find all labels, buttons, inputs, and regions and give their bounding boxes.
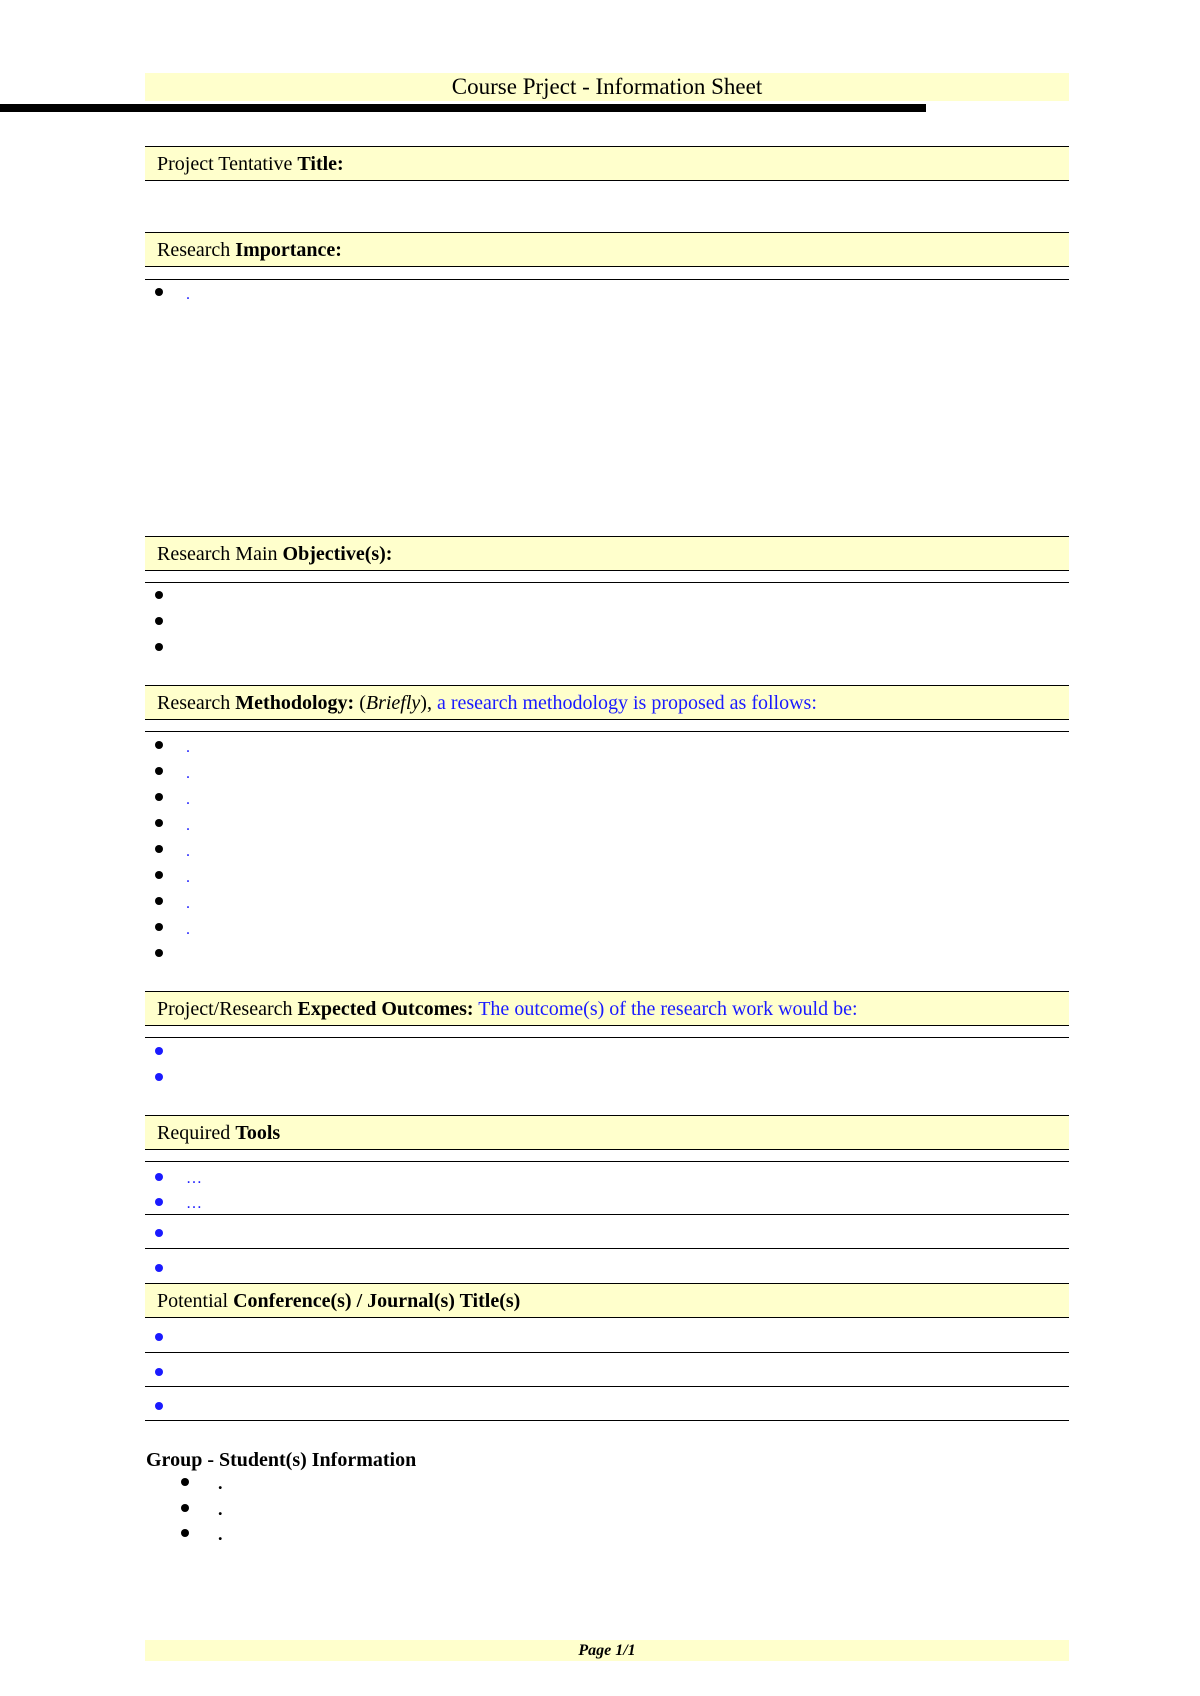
methodology-paren-close: ),: [420, 692, 432, 714]
section-importance-bold: Importance:: [235, 239, 342, 261]
group-item: .: [218, 1499, 223, 1519]
section-methodology-header: [145, 685, 1069, 720]
bullet-icon: [155, 1402, 163, 1410]
importance-item: .: [186, 286, 190, 303]
methodology-item: .: [186, 843, 190, 860]
methodology-item: .: [186, 921, 190, 938]
section-outcomes-label: Project/Research: [157, 998, 298, 1020]
bullet-icon: [155, 1073, 163, 1081]
methodology-item: .: [186, 895, 190, 912]
divider: [145, 1248, 1069, 1249]
tools-item: …: [186, 1195, 202, 1212]
section-objectives-header: [145, 536, 1069, 571]
section-venues-bold: Conference(s) / Journal(s) Title(s): [233, 1290, 521, 1312]
bullet-icon: [155, 617, 163, 625]
section-methodology-bold: Methodology:: [235, 692, 355, 714]
methodology-item: .: [186, 791, 190, 808]
section-tools-bold: Tools: [235, 1122, 281, 1144]
section-importance-header: [145, 232, 1069, 267]
section-outcomes-header: [145, 991, 1069, 1026]
methodology-intro: a research methodology is proposed as follows:: [436, 692, 817, 714]
group-title: Group - Student(s) Information: [146, 1449, 417, 1471]
bullet-icon: [155, 1173, 163, 1181]
page-number: Page 1/1: [145, 1640, 1069, 1661]
bullet-icon: [155, 741, 163, 749]
bullet-icon: [155, 949, 163, 957]
methodology-item: .: [186, 739, 190, 756]
title-underline: [0, 104, 926, 112]
section-tools-header: [145, 1115, 1069, 1150]
bullet-icon: [181, 1504, 189, 1512]
divider: [145, 582, 1069, 583]
section-objectives-bold: Objective(s):: [282, 543, 393, 565]
section-importance-label: Research: [157, 239, 236, 261]
bullet-icon: [155, 767, 163, 775]
bullet-icon: [155, 819, 163, 827]
section-objectives-label: Research Main: [157, 543, 283, 565]
bullet-icon: [155, 1368, 163, 1376]
bullet-icon: [155, 1047, 163, 1055]
section-title-bold: Title:: [297, 153, 344, 175]
divider: [145, 1420, 1069, 1421]
outcomes-intro: The outcome(s) of the research work would be:: [478, 998, 858, 1020]
divider: [145, 731, 1069, 732]
section-outcomes-bold: Expected Outcomes:: [297, 998, 474, 1020]
methodology-item: .: [186, 765, 190, 782]
bullet-icon: [155, 897, 163, 905]
divider: [145, 1037, 1069, 1038]
tools-item: …: [186, 1170, 202, 1187]
group-item: .: [218, 1524, 223, 1544]
methodology-item: .: [186, 817, 190, 834]
bullet-icon: [155, 643, 163, 651]
bullet-icon: [155, 1198, 163, 1206]
methodology-paren-open: (: [359, 692, 366, 714]
bullet-icon: [155, 1229, 163, 1237]
bullet-icon: [181, 1478, 189, 1486]
section-methodology-label: Research: [157, 692, 236, 714]
section-tools-label: Required: [157, 1122, 236, 1144]
section-venues-header: [145, 1283, 1069, 1318]
divider: [145, 1161, 1069, 1162]
bullet-icon: [155, 591, 163, 599]
methodology-item: .: [186, 869, 190, 886]
section-title-label: Project Tentative: [157, 153, 298, 175]
bullet-icon: [155, 871, 163, 879]
bullet-icon: [155, 845, 163, 853]
divider: [145, 1214, 1069, 1215]
bullet-icon: [155, 1333, 163, 1341]
divider: [145, 1386, 1069, 1387]
bullet-icon: [181, 1529, 189, 1537]
divider: [145, 1352, 1069, 1353]
document-title: Course Prject - Information Sheet: [145, 73, 1069, 101]
group-item: .: [218, 1473, 223, 1493]
section-venues-label: Potential: [157, 1290, 234, 1312]
section-title-header: [145, 146, 1069, 181]
bullet-icon: [155, 288, 163, 296]
bullet-icon: [155, 1264, 163, 1272]
divider: [145, 279, 1069, 280]
bullet-icon: [155, 793, 163, 801]
methodology-italic: Briefly: [365, 692, 421, 714]
bullet-icon: [155, 923, 163, 931]
